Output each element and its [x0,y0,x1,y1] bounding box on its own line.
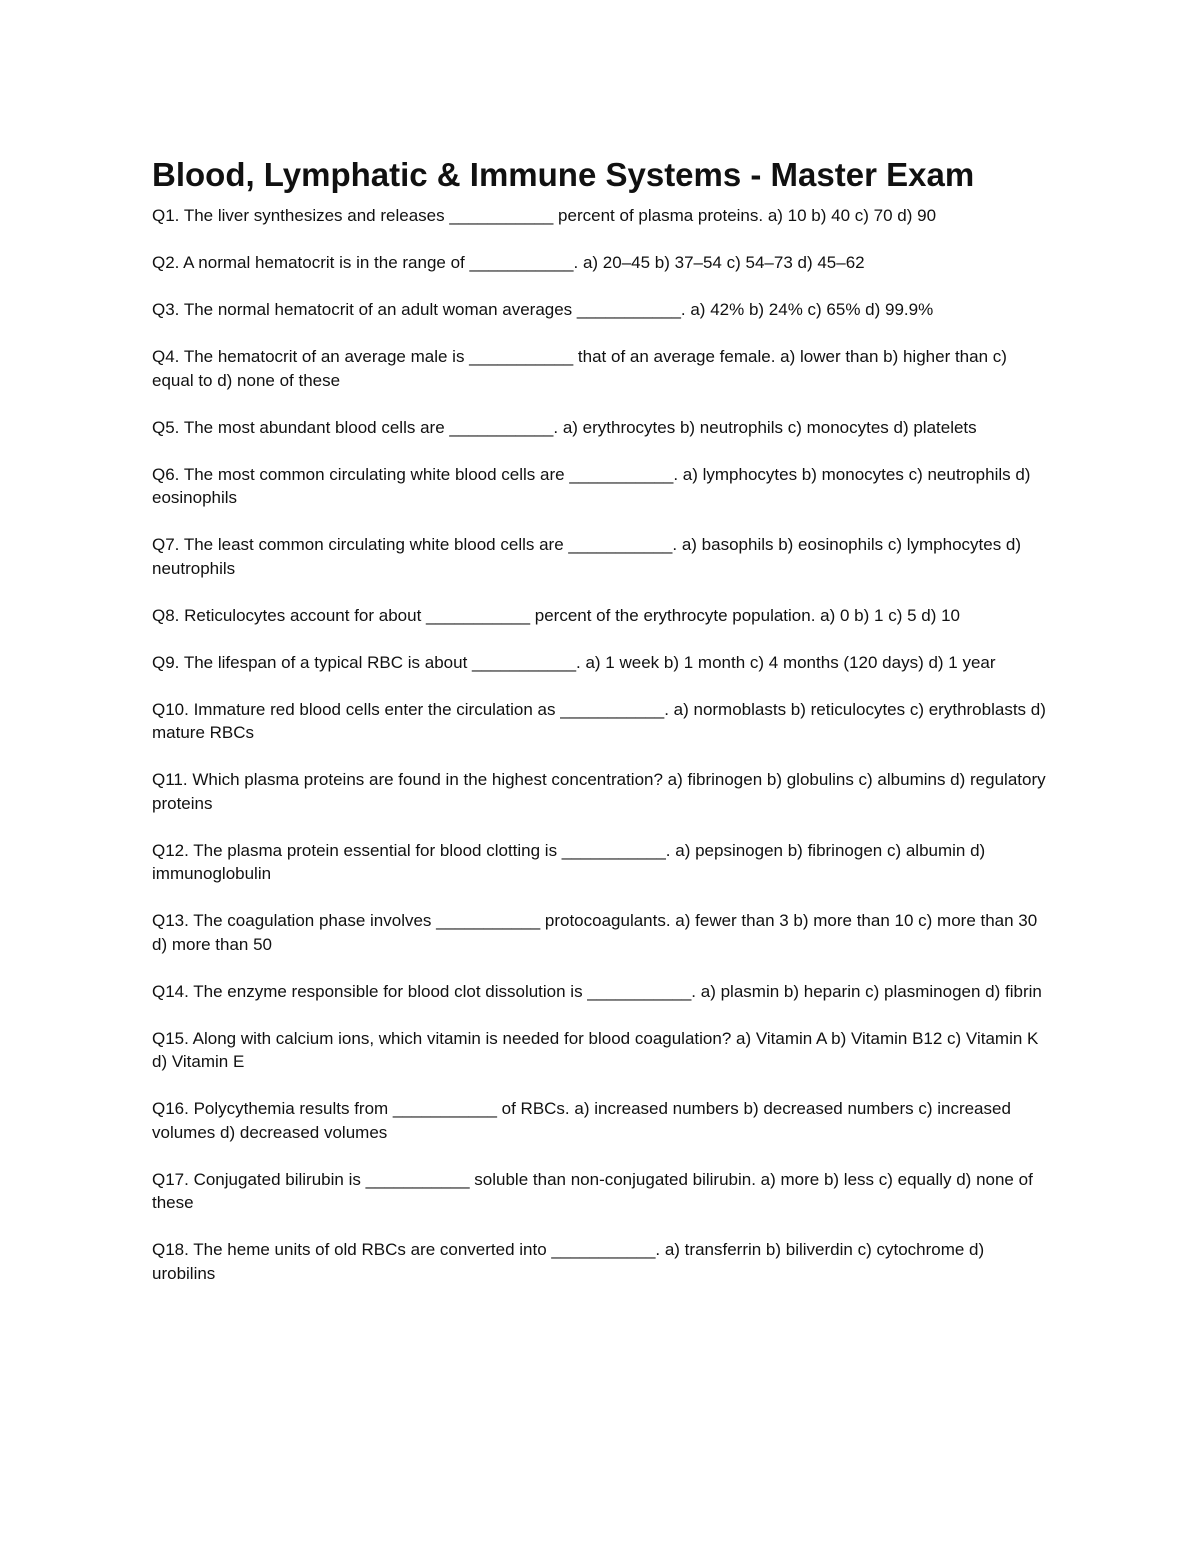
question-7: Q7. The least common circulating white blood cells are ___________. a) basophils b) eosinophils c) lymphocytes d) neutrophils [152,535,1022,578]
question-13: Q13. The coagulation phase involves ___________ protocoagulants. a) fewer than 3 b) more than 10 c) more than 30 d) more than 50 [152,911,1038,954]
question-12: Q12. The plasma protein essential for blood clotting is ___________. a) pepsinogen b) fibrinogen c) albumin d) immunoglobulin [152,840,986,883]
question-6: Q6. The most common circulating white blood cells are ___________. a) lymphocytes b) monocytes c) neutrophils d) eosinophils [152,464,1031,507]
question-14: Q14. The enzyme responsible for blood clot dissolution is ___________. a) plasmin b) heparin c) plasminogen d) fibrin [152,981,1042,1001]
question-2: Q2. A normal hematocrit is in the range of ___________. a) 20–45 b) 37–54 c) 54–73 d) 45–62 [152,253,865,272]
exam-title: Blood, Lymphatic & Immune Systems - Master Exam [152,156,975,193]
exam-page [152,152,1052,1309]
question-1: Q1. The liver synthesizes and releases ___________ percent of plasma proteins. a) 10 b) 40 c) 70 d) 90 [152,206,937,225]
question-list [152,204,1052,1285]
question-10: Q10. Immature red blood cells enter the circulation as ___________. a) normoblasts b) reticulocytes c) erythroblasts d) mature RBCs [152,699,1046,742]
question-3: Q3. The normal hematocrit of an adult woman averages ___________. a) 42% b) 24% c) 65% d) 99.9% [152,300,934,319]
question-8: Q8. Reticulocytes account for about ___________ percent of the erythrocyte population. a) 0 b) 1 c) 5 d) 10 [152,605,960,625]
question-4: Q4. The hematocrit of an average male is ___________ that of an average female. a) lower than b) higher than c) equal to d) none of these [152,347,1007,390]
question-18: Q18. The heme units of old RBCs are converted into ___________. a) transferrin b) biliverdin c) cytochrome d) urobilins [152,1240,985,1283]
question-16: Q16. Polycythemia results from ___________ of RBCs. a) increased numbers b) decreased numbers c) increased volumes d) decreased volumes [152,1099,1011,1142]
question-9: Q9. The lifespan of a typical RBC is about ___________. a) 1 week b) 1 month c) 4 months (120 days) d) 1 year [152,652,996,672]
question-15: Q15. Along with calcium ions, which vitamin is needed for blood coagulation? a) Vitamin A b) Vitamin B12 c) Vitamin K d) Vitamin E [152,1028,1039,1071]
question-11: Q11. Which plasma proteins are found in the highest concentration? a) fibrinogen b) globulins c) albumins d) regulatory proteins [152,770,1046,813]
question-5: Q5. The most abundant blood cells are ___________. a) erythrocytes b) neutrophils c) monocytes d) platelets [152,417,977,437]
question-17: Q17. Conjugated bilirubin is ___________ soluble than non-conjugated bilirubin. a) more b) less c) equally d) none of these [152,1169,1033,1212]
